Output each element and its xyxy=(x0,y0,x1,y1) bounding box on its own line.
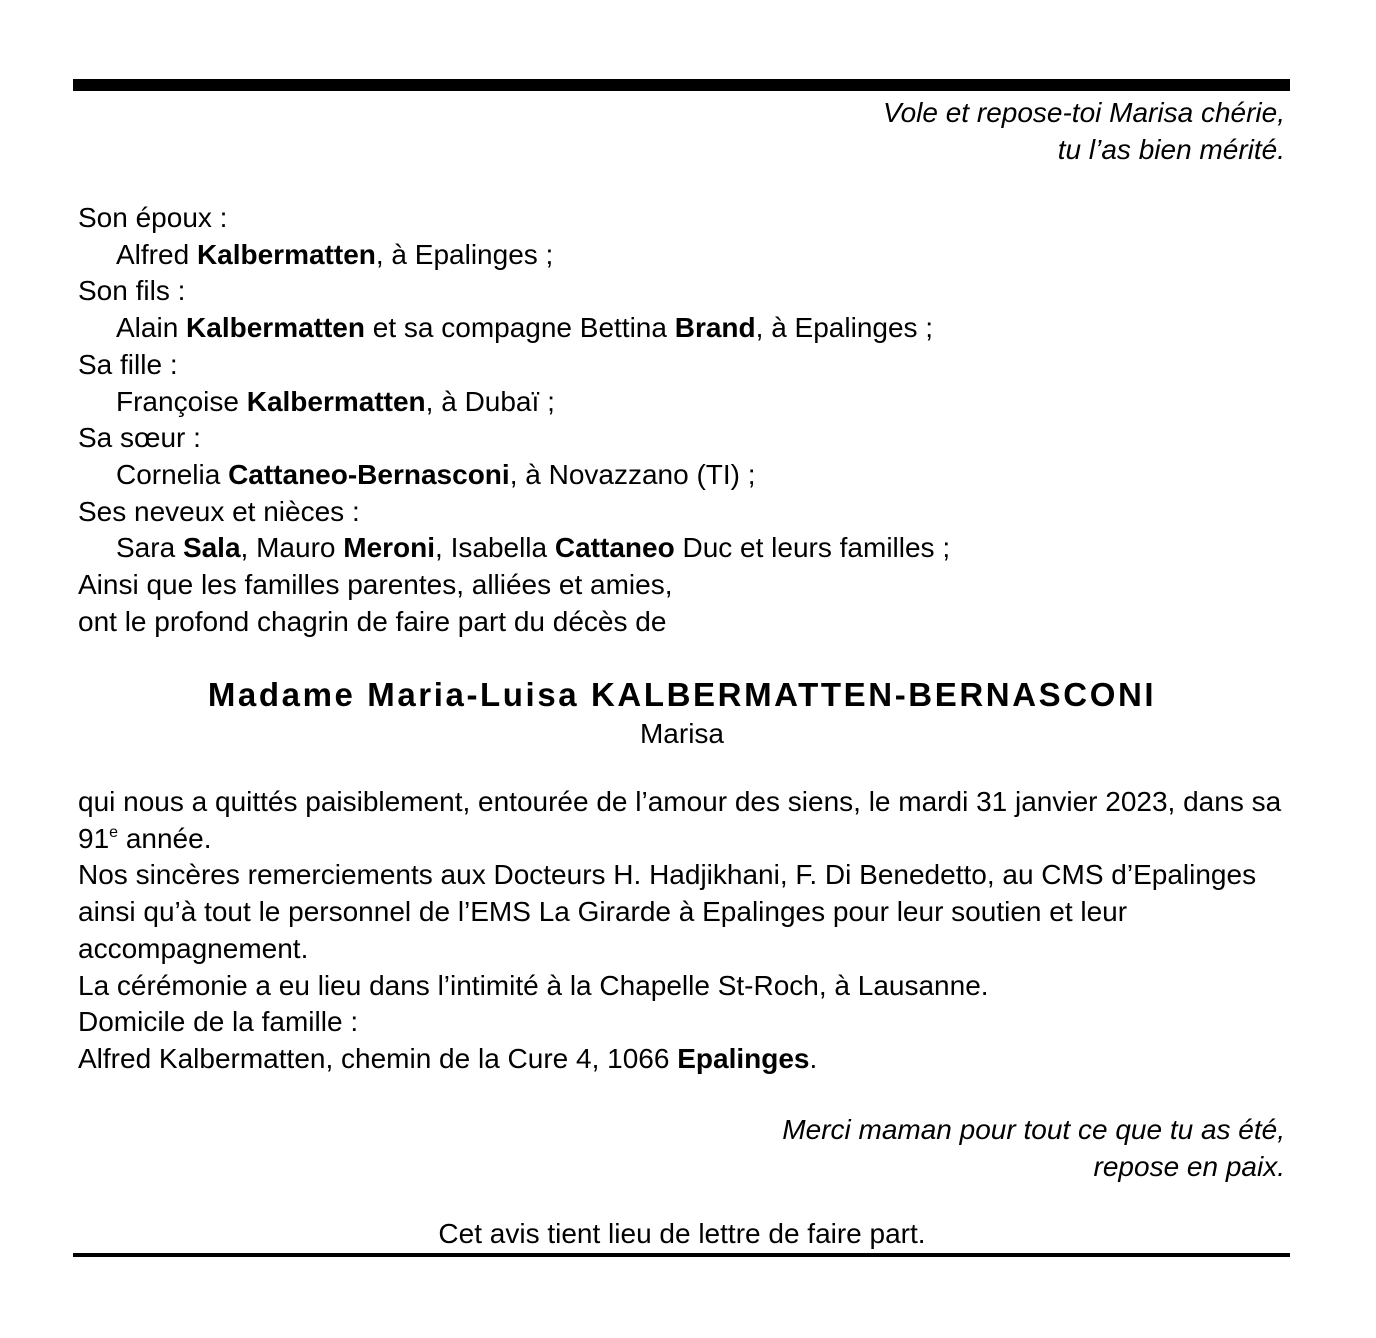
nephews-rest: Duc et leurs familles ; xyxy=(674,532,951,564)
son-partner-last-name: Brand xyxy=(674,312,756,344)
ordinal-suffix: e xyxy=(109,823,119,841)
address-text: Alfred Kalbermatten, chemin de la Cure 4, 1066 xyxy=(78,1042,678,1074)
notice-body xyxy=(78,784,1288,1078)
daughter-location: , à Dubaï ; xyxy=(425,385,555,417)
sister-label: Sa sœur : xyxy=(78,422,201,454)
epigraph-bottom-line-1: Merci maman pour tout ce que tu as été, xyxy=(782,1114,1285,1145)
epigraph-top-line-1: Vole et repose-toi Marisa chérie, xyxy=(882,97,1285,128)
nephew-2-first-name: , Mauro xyxy=(240,532,344,564)
sister-entry xyxy=(78,457,950,494)
ceremony-paragraph: La cérémonie a eu lieu dans l’intimité à la Chapelle St-Roch, à Lausanne. xyxy=(78,969,989,1001)
daughter-label: Sa fille : xyxy=(78,348,178,380)
nephew-2-last-name: Meroni xyxy=(343,532,436,564)
spouse-location: , à Epalinges ; xyxy=(375,238,554,270)
top-rule xyxy=(73,79,1290,91)
son-first-name: Alain xyxy=(116,312,179,344)
family-list xyxy=(78,200,950,640)
daughter-first-name: Françoise xyxy=(116,385,239,417)
nephew-1-last-name: Sala xyxy=(182,532,241,564)
sister-last-name: Cattaneo-Bernasconi xyxy=(228,458,510,490)
nephew-3-last-name: Cattaneo xyxy=(554,532,675,564)
sister-location: , à Novazzano (TI) ; xyxy=(509,458,756,490)
son-last-name: Kalbermatten xyxy=(186,312,365,344)
thanks-paragraph: Nos sincères remerciements aux Docteurs H. Hadjikhani, F. Di Benedetto, au CMS d’Epalinges ainsi qu’à tout le personnel de l’EMS La Girarde à Epalinges pour leur soutien et leur accompagnement. xyxy=(78,859,1257,964)
death-text: qui nous a quittés paisiblement, entourée de l’amour des siens, le mardi 31 janvier 2023, dans sa 91 xyxy=(78,786,1282,854)
son-label: Son fils : xyxy=(78,275,186,307)
domicile-label: Domicile de la famille : xyxy=(78,1006,359,1038)
spouse-entry xyxy=(78,237,950,274)
closing-line-2: ont le profond chagrin de faire part du décès de xyxy=(78,605,667,637)
domicile-address xyxy=(78,1041,1288,1078)
deceased-nickname: Marisa xyxy=(639,718,724,749)
nephew-3-first-name: , Isabella xyxy=(435,532,555,564)
nephews-label: Ses neveux et nièces : xyxy=(78,495,360,527)
son-entry xyxy=(78,310,950,347)
epigraph-top-line-2: tu l’as bien mérité. xyxy=(1057,134,1285,165)
daughter-last-name: Kalbermatten xyxy=(246,385,426,417)
spouse-first-name: Alfred xyxy=(116,238,190,270)
death-paragraph xyxy=(78,784,1288,857)
closing-line-1: Ainsi que les familles parentes, alliées et amies, xyxy=(78,569,673,601)
death-text-end: année. xyxy=(118,822,212,854)
son-location: , à Epalinges ; xyxy=(755,312,934,344)
address-city: Epalinges xyxy=(677,1042,810,1074)
sister-first-name: Cornelia xyxy=(116,458,221,490)
epigraph-top xyxy=(883,94,1285,168)
daughter-entry xyxy=(78,384,950,421)
spouse-last-name: Kalbermatten xyxy=(196,238,376,270)
son-partner-text: et sa compagne Bettina xyxy=(364,312,675,344)
epigraph-bottom xyxy=(782,1111,1285,1185)
address-period: . xyxy=(809,1042,818,1074)
epigraph-bottom-line-2: repose en paix. xyxy=(1093,1151,1285,1182)
deceased-name: Madame Maria-Luisa KALBERMATTEN-BERNASCONI xyxy=(207,676,1157,713)
nephews-entry xyxy=(78,530,950,567)
nephew-1-first-name: Sara xyxy=(116,532,176,564)
footer-note: Cet avis tient lieu de lettre de faire part. xyxy=(438,1218,926,1249)
bottom-rule xyxy=(73,1253,1290,1257)
deceased-block xyxy=(0,674,1364,752)
spouse-label: Son époux : xyxy=(78,202,228,233)
